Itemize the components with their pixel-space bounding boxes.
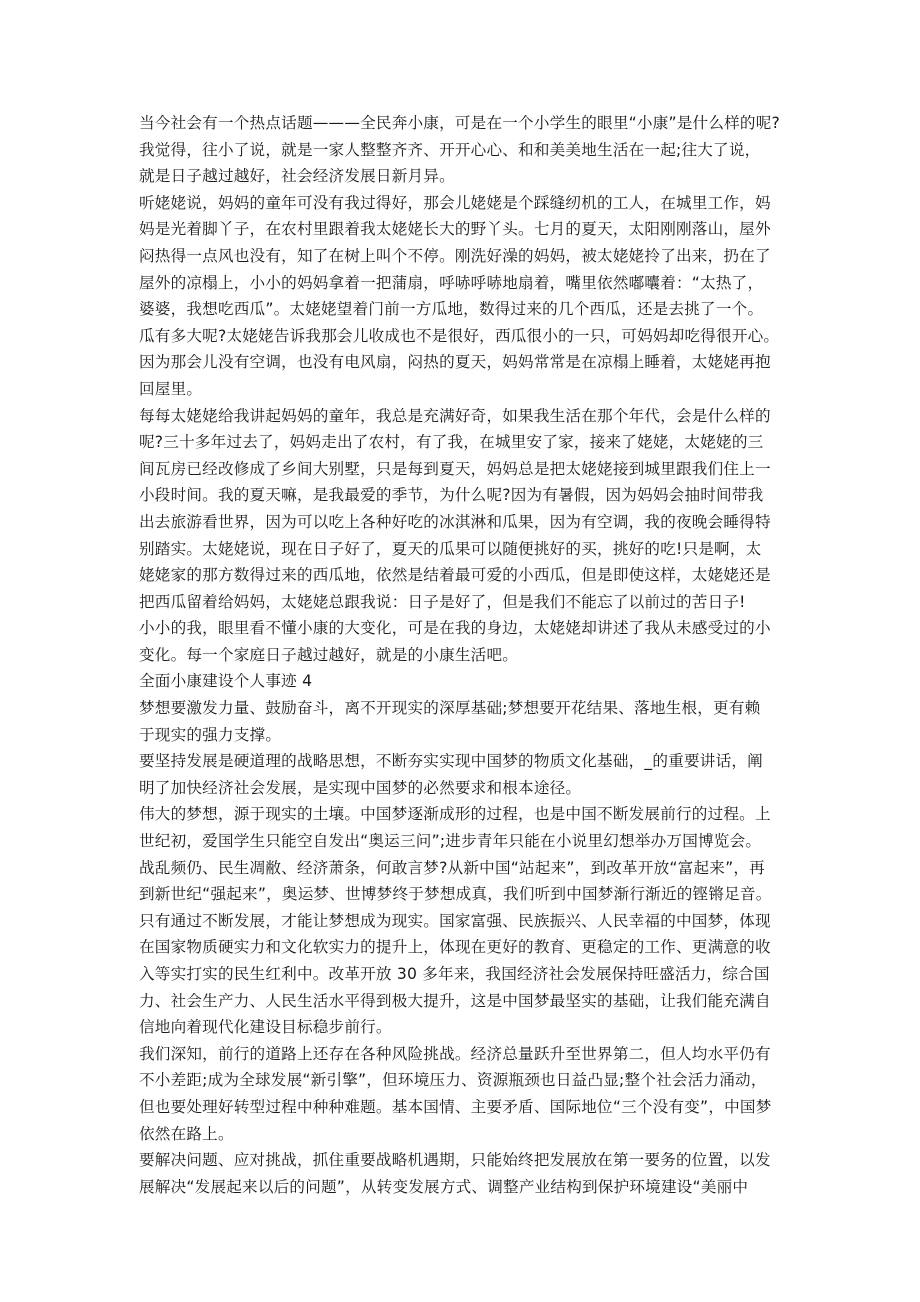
text-line: 世纪初，爱国学生只能空自发出“奥运三问”;进步青年只能在小说里幻想举办万国博览会。 (139, 832, 762, 851)
text-line: 信地向着现代化建设目标稳步前行。 (139, 1018, 392, 1037)
text-line: 把西瓜留着给妈妈，太姥姥总跟我说：日子是好了，但是我们不能忘了以前过的苦日子! (139, 592, 746, 611)
text-line: 伟大的梦想，源于现实的土壤。中国梦逐渐成形的过程，也是中国不断发展前行的过程。上 (139, 805, 771, 824)
text-line: 小段时间。我的夏天嘛，是我最爱的季节，为什么呢?因为有暑假，因为妈妈会抽时间带我 (139, 486, 764, 505)
section-heading: 全面小康建设个人事迹 4 (139, 672, 313, 691)
text-line: 听姥姥说，妈妈的童年可没有我过得好，那会儿姥姥是个踩缝纫机的工人，在城里工作，妈 (139, 193, 771, 212)
text-line: 在国家物质硬实力和文化软实力的提升上，体现在更好的教育、更稳定的工作、更满意的收 (139, 938, 771, 957)
text-line: 小小的我，眼里看不懂小康的大变化，可是在我的身边，太姥姥却讲述了我从未感受过的小 (139, 619, 771, 638)
text-line: 要解决问题、应对挑战，抓住重要战略机遇期，只能始终把发展放在第一要务的位置，以发 (139, 1151, 771, 1170)
text-line: 间瓦房已经改修成了乡间大别墅，只是每到夏天，妈妈总是把太姥姥接到城里跟我们住上一 (139, 459, 771, 478)
text-line: 别踏实。太姥姥说，现在日子好了，夏天的瓜果可以随便挑好的买，挑好的吃!只是啊，太 (139, 539, 762, 558)
text-line: 回屋里。 (139, 379, 203, 398)
text-line: 妈是光着脚丫子，在农村里跟着我太姥姥长大的野丫头。七月的夏天，太阳刚刚落山，屋外 (139, 220, 771, 239)
text-line: 变化。每一个家庭日子越过越好，就是的小康生活吧。 (139, 645, 519, 664)
text-line: 屋外的凉榻上，小小的妈妈拿着一把蒲扇，呼哧呼哧地扇着，嘴里依然嘟囔着：“太热了， (139, 273, 764, 292)
text-line: 瓜有多大呢?太姥姥告诉我那会儿收成也不是很好，西瓜很小的一只，可妈妈却吃得很开心。 (139, 326, 780, 345)
text-line: 只有通过不断发展，才能让梦想成为现实。国家富强、民族振兴、人民幸福的中国梦，体现 (139, 911, 771, 930)
text-line: 于现实的强力支撑。 (139, 725, 282, 744)
text-line: 我们深知，前行的道路上还存在各种风险挑战。经济总量跃升至世界第二，但人均水平仍有 (139, 1044, 771, 1063)
text-line: 每每太姥姥给我讲起妈妈的童年，我总是充满好奇，如果我生活在那个年代，会是什么样的 (139, 406, 771, 425)
text-line: 战乱频仍、民生凋敝、经济萧条，何敢言梦?从新中国“站起来”，到改革开放“富起来”，再 (139, 858, 765, 877)
text-line: 因为那会儿没有空调，也没有电风扇，闷热的夏天，妈妈常常是在凉榻上睡着，太姥姥再抱 (139, 353, 771, 372)
text-line: 但也要处理好转型过程中种种难题。基本国情、主要矛盾、国际地位“三个没有变”，中国梦 (139, 1097, 772, 1116)
text-line: 明了加快经济社会发展，是实现中国梦的必然要求和根本途径。 (139, 778, 582, 797)
document-body (139, 110, 799, 1200)
text-line: 呢?三十多年过去了，妈妈走出了农村，有了我，在城里安了家，接来了姥姥，太姥姥的三 (139, 433, 764, 452)
text-line: 姥姥家的那方数得过来的西瓜地，依然是结着最可爱的小西瓜，但是即使这样，太姥姥还是 (139, 566, 771, 585)
text-line: 当今社会有一个热点话题———全民奔小康，可是在一个小学生的眼里“小康”是什么样的呢? (139, 114, 780, 132)
text-line: 不小差距;成为全球发展“新引擎”，但环境压力、资源瓶颈也日益凸显;整个社会活力涌动， (139, 1071, 767, 1090)
text-line: 到新世纪“强起来”，奥运梦、世博梦终于梦想成真，我们听到中国梦渐行渐近的铿锵足音。 (139, 885, 772, 904)
text-line: 要坚持发展是硬道理的战略思想，不断夯实实现中国梦的物质文化基础，_的重要讲话，阐 (139, 752, 763, 771)
text-line: 依然在路上。 (139, 1124, 234, 1143)
text-line: 出去旅游看世界，因为可以吃上各种好吃的冰淇淋和瓜果，因为有空调，我的夜晚会睡得特 (139, 512, 771, 531)
text-line: 我觉得，往小了说，就是一家人整整齐齐、开开心心、和和美美地生活在一起;往大了说， (139, 140, 761, 159)
text-line: 梦想要激发力量、鼓励奋斗，离不开现实的深厚基础;梦想要开花结果、落地生根，更有赖 (139, 699, 761, 718)
text-line: 展解决“发展起来以后的问题”，从转变发展方式、调整产业结构到保护环境建设“美丽中 (139, 1177, 749, 1196)
text-line: 闷热得一点风也没有，知了在树上叫个不停。刚洗好澡的妈妈，被太姥姥拎了出来，扔在了 (139, 246, 771, 265)
text-line: 入等实打实的民生红利中。改革开放 30 多年来，我国经济社会发展保持旺盛活力，综合国 (139, 965, 770, 983)
text-line: 就是日子越过越好，社会经济发展日新月异。 (139, 167, 455, 186)
text-line: 婆婆，我想吃西瓜”。太姥姥望着门前一方瓜地，数得过来的几个西瓜，还是去挑了一个。 (139, 300, 764, 319)
text-line: 力、社会生产力、人民生活水平得到极大提升，这是中国梦最坚实的基础，让我们能充满自 (139, 991, 771, 1010)
